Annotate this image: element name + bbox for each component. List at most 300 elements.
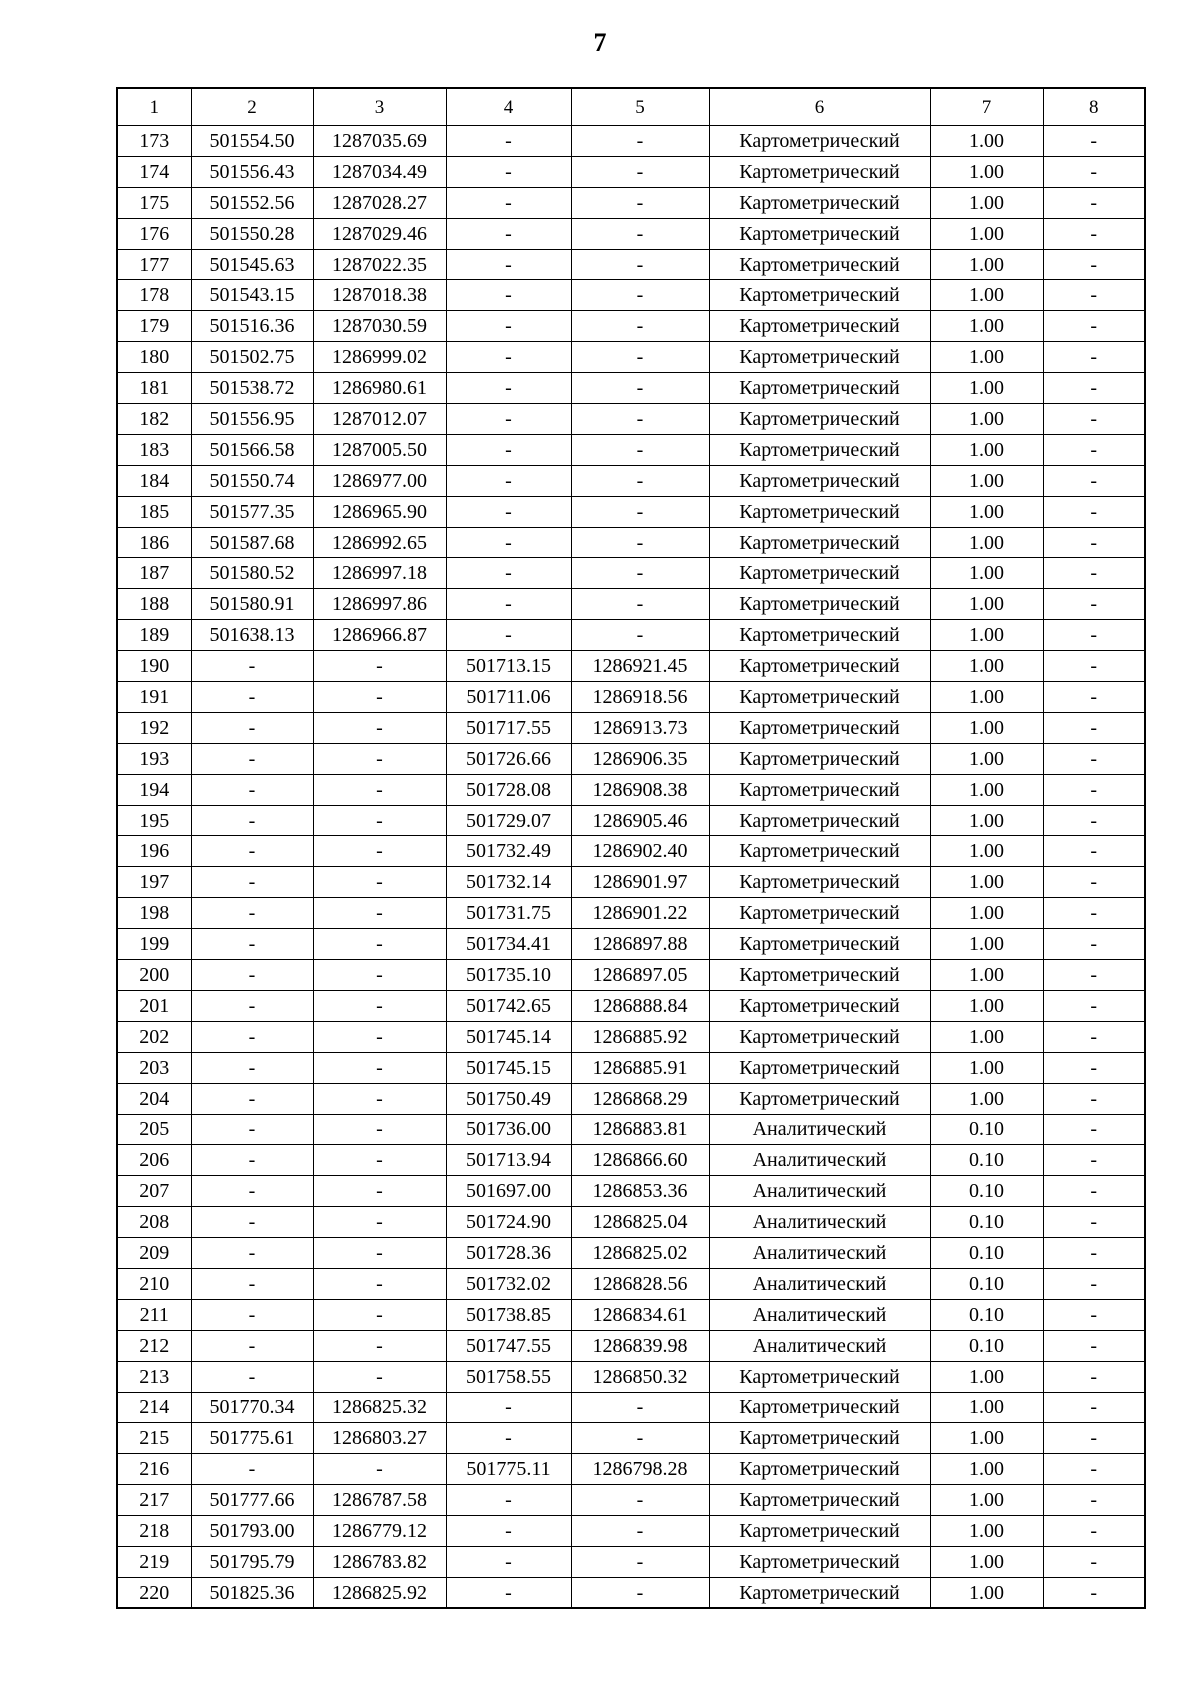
table-cell: 1.00 bbox=[930, 682, 1043, 713]
table-cell: 1286897.88 bbox=[571, 929, 709, 960]
table-cell: 210 bbox=[117, 1268, 191, 1299]
table-cell: - bbox=[1043, 496, 1145, 527]
table-row bbox=[117, 558, 1145, 589]
table-cell: - bbox=[1043, 867, 1145, 898]
table-cell: 1.00 bbox=[930, 990, 1043, 1021]
table-row bbox=[117, 682, 1145, 713]
table-cell: 501777.66 bbox=[191, 1485, 313, 1516]
table-cell: 1286921.45 bbox=[571, 651, 709, 682]
table-cell: - bbox=[191, 929, 313, 960]
table-cell: 1286825.92 bbox=[313, 1577, 446, 1608]
table-cell: 198 bbox=[117, 898, 191, 929]
table-cell: - bbox=[313, 1176, 446, 1207]
table-cell: - bbox=[571, 527, 709, 558]
table-cell: 1287028.27 bbox=[313, 187, 446, 218]
table-cell: 200 bbox=[117, 960, 191, 991]
table-cell: 501732.02 bbox=[446, 1268, 571, 1299]
table-cell: 173 bbox=[117, 126, 191, 157]
table-cell: - bbox=[1043, 373, 1145, 404]
table-cell: 1286901.97 bbox=[571, 867, 709, 898]
table-cell: 501738.85 bbox=[446, 1299, 571, 1330]
table-cell: - bbox=[191, 1361, 313, 1392]
table-cell: 177 bbox=[117, 249, 191, 280]
table-row bbox=[117, 620, 1145, 651]
table-row bbox=[117, 126, 1145, 157]
table-cell: Картометрический bbox=[709, 465, 930, 496]
table-cell: Картометрический bbox=[709, 496, 930, 527]
table-cell: - bbox=[313, 1454, 446, 1485]
table-cell: 1286908.38 bbox=[571, 774, 709, 805]
table-cell: Картометрический bbox=[709, 743, 930, 774]
table-cell: 501711.06 bbox=[446, 682, 571, 713]
table-row bbox=[117, 651, 1145, 682]
table-cell: - bbox=[1043, 1268, 1145, 1299]
table-cell: - bbox=[191, 1145, 313, 1176]
table-cell: - bbox=[571, 465, 709, 496]
table-cell: - bbox=[446, 496, 571, 527]
table-cell: - bbox=[1043, 1083, 1145, 1114]
table-cell: - bbox=[191, 990, 313, 1021]
table-cell: - bbox=[446, 218, 571, 249]
table-cell: 1.00 bbox=[930, 898, 1043, 929]
table-cell: Аналитический bbox=[709, 1114, 930, 1145]
table-cell: 1287030.59 bbox=[313, 311, 446, 342]
table-cell: 0.10 bbox=[930, 1330, 1043, 1361]
table-cell: - bbox=[191, 682, 313, 713]
table-cell: 184 bbox=[117, 465, 191, 496]
table-row bbox=[117, 867, 1145, 898]
table-cell: 191 bbox=[117, 682, 191, 713]
table-cell: 501580.52 bbox=[191, 558, 313, 589]
table-cell: Картометрический bbox=[709, 187, 930, 218]
table-cell: 0.10 bbox=[930, 1238, 1043, 1269]
table-cell: 1.00 bbox=[930, 929, 1043, 960]
table-cell: 501577.35 bbox=[191, 496, 313, 527]
table-row bbox=[117, 280, 1145, 311]
table-cell: - bbox=[313, 1145, 446, 1176]
table-cell: Аналитический bbox=[709, 1268, 930, 1299]
table-cell: 501580.91 bbox=[191, 589, 313, 620]
table-cell: 1.00 bbox=[930, 373, 1043, 404]
table-cell: 0.10 bbox=[930, 1176, 1043, 1207]
table-cell: - bbox=[571, 311, 709, 342]
table-cell: - bbox=[571, 126, 709, 157]
table-row bbox=[117, 1516, 1145, 1547]
table-cell: - bbox=[191, 1083, 313, 1114]
table-cell: 183 bbox=[117, 434, 191, 465]
table-row bbox=[117, 342, 1145, 373]
column-header: 6 bbox=[709, 88, 930, 126]
table-cell: - bbox=[1043, 960, 1145, 991]
table-cell: 501745.14 bbox=[446, 1021, 571, 1052]
table-cell: 1286885.92 bbox=[571, 1021, 709, 1052]
table-cell: - bbox=[446, 311, 571, 342]
table-cell: - bbox=[571, 1423, 709, 1454]
table-row bbox=[117, 1454, 1145, 1485]
table-cell: 501502.75 bbox=[191, 342, 313, 373]
table-cell: - bbox=[313, 682, 446, 713]
table-cell: - bbox=[446, 187, 571, 218]
table-cell: 1287012.07 bbox=[313, 404, 446, 435]
table-cell: 1287035.69 bbox=[313, 126, 446, 157]
table-cell: - bbox=[191, 960, 313, 991]
table-cell: - bbox=[571, 1577, 709, 1608]
table-row bbox=[117, 774, 1145, 805]
table-cell: - bbox=[191, 1021, 313, 1052]
table-cell: 201 bbox=[117, 990, 191, 1021]
table-cell: Картометрический bbox=[709, 651, 930, 682]
column-header: 2 bbox=[191, 88, 313, 126]
table-cell: - bbox=[1043, 1485, 1145, 1516]
table-cell: - bbox=[446, 620, 571, 651]
table-cell: 501550.28 bbox=[191, 218, 313, 249]
table-cell: Аналитический bbox=[709, 1330, 930, 1361]
table-cell: 501550.74 bbox=[191, 465, 313, 496]
table-cell: - bbox=[313, 1083, 446, 1114]
table-row bbox=[117, 1083, 1145, 1114]
table-cell: 501735.10 bbox=[446, 960, 571, 991]
table-cell: 1.00 bbox=[930, 1361, 1043, 1392]
table-cell: - bbox=[1043, 280, 1145, 311]
table-cell: 501697.00 bbox=[446, 1176, 571, 1207]
table-cell: 1286853.36 bbox=[571, 1176, 709, 1207]
table-cell: 501713.15 bbox=[446, 651, 571, 682]
table-cell: - bbox=[1043, 404, 1145, 435]
table-cell: Картометрический bbox=[709, 990, 930, 1021]
table-cell: 1.00 bbox=[930, 743, 1043, 774]
table-cell: - bbox=[313, 1052, 446, 1083]
table-cell: 501545.63 bbox=[191, 249, 313, 280]
table-cell: 205 bbox=[117, 1114, 191, 1145]
table-cell: 501758.55 bbox=[446, 1361, 571, 1392]
table-cell: - bbox=[571, 1546, 709, 1577]
table-cell: Картометрический bbox=[709, 682, 930, 713]
column-header: 7 bbox=[930, 88, 1043, 126]
table-cell: - bbox=[571, 156, 709, 187]
table-cell: - bbox=[1043, 249, 1145, 280]
table-cell: 1.00 bbox=[930, 249, 1043, 280]
table-cell: 174 bbox=[117, 156, 191, 187]
table-row bbox=[117, 1052, 1145, 1083]
table-cell: 1286913.73 bbox=[571, 712, 709, 743]
table-row bbox=[117, 1114, 1145, 1145]
table-cell: 1.00 bbox=[930, 465, 1043, 496]
table-cell: - bbox=[191, 1238, 313, 1269]
table-cell: - bbox=[191, 1299, 313, 1330]
table-cell: Аналитический bbox=[709, 1238, 930, 1269]
table-cell: - bbox=[191, 1176, 313, 1207]
table-cell: Картометрический bbox=[709, 558, 930, 589]
table-cell: - bbox=[446, 527, 571, 558]
table-cell: 0.10 bbox=[930, 1299, 1043, 1330]
table-cell: 219 bbox=[117, 1546, 191, 1577]
table-cell: Картометрический bbox=[709, 373, 930, 404]
table-cell: - bbox=[1043, 620, 1145, 651]
table-cell: Картометрический bbox=[709, 1485, 930, 1516]
table-cell: 209 bbox=[117, 1238, 191, 1269]
table-cell: 180 bbox=[117, 342, 191, 373]
table-cell: - bbox=[446, 1485, 571, 1516]
table-cell: - bbox=[313, 1021, 446, 1052]
table-cell: - bbox=[1043, 156, 1145, 187]
table-cell: 213 bbox=[117, 1361, 191, 1392]
table-cell: Картометрический bbox=[709, 1516, 930, 1547]
table-cell: - bbox=[313, 651, 446, 682]
table-row bbox=[117, 1238, 1145, 1269]
table-cell: 1286883.81 bbox=[571, 1114, 709, 1145]
table-cell: Картометрический bbox=[709, 712, 930, 743]
table-row bbox=[117, 1268, 1145, 1299]
table-cell: Картометрический bbox=[709, 126, 930, 157]
table-cell: 1286783.82 bbox=[313, 1546, 446, 1577]
table-cell: 194 bbox=[117, 774, 191, 805]
table-cell: Аналитический bbox=[709, 1299, 930, 1330]
coordinates-table bbox=[116, 87, 1146, 1609]
table-cell: Картометрический bbox=[709, 960, 930, 991]
table-cell: 204 bbox=[117, 1083, 191, 1114]
table-cell: 1286905.46 bbox=[571, 805, 709, 836]
table-cell: 1.00 bbox=[930, 1516, 1043, 1547]
table-row bbox=[117, 156, 1145, 187]
table-row bbox=[117, 1021, 1145, 1052]
table-cell: 188 bbox=[117, 589, 191, 620]
table-cell: 1287018.38 bbox=[313, 280, 446, 311]
table-cell: - bbox=[191, 1268, 313, 1299]
table-cell: 181 bbox=[117, 373, 191, 404]
table-row bbox=[117, 1176, 1145, 1207]
table-cell: - bbox=[571, 373, 709, 404]
table-cell: 501775.11 bbox=[446, 1454, 571, 1485]
table-cell: 1286825.04 bbox=[571, 1207, 709, 1238]
table-cell: - bbox=[1043, 1516, 1145, 1547]
table-cell: 187 bbox=[117, 558, 191, 589]
table-row bbox=[117, 1330, 1145, 1361]
table-cell: 501566.58 bbox=[191, 434, 313, 465]
table-cell: 190 bbox=[117, 651, 191, 682]
table-cell: - bbox=[313, 1330, 446, 1361]
table-cell: 176 bbox=[117, 218, 191, 249]
table-cell: - bbox=[571, 496, 709, 527]
table-cell: - bbox=[1043, 774, 1145, 805]
table-row bbox=[117, 898, 1145, 929]
table-cell: - bbox=[571, 1516, 709, 1547]
table-cell: Картометрический bbox=[709, 589, 930, 620]
table-cell: - bbox=[446, 1516, 571, 1547]
table-cell: 501742.65 bbox=[446, 990, 571, 1021]
table-cell: 189 bbox=[117, 620, 191, 651]
table-cell: - bbox=[1043, 1114, 1145, 1145]
table-cell: 179 bbox=[117, 311, 191, 342]
table-cell: - bbox=[1043, 1577, 1145, 1608]
table-cell: - bbox=[1043, 1299, 1145, 1330]
table-cell: Картометрический bbox=[709, 1052, 930, 1083]
table-cell: 192 bbox=[117, 712, 191, 743]
table-cell: - bbox=[1043, 1454, 1145, 1485]
table-cell: 1286839.98 bbox=[571, 1330, 709, 1361]
table-cell: 1.00 bbox=[930, 867, 1043, 898]
table-cell: Картометрический bbox=[709, 434, 930, 465]
table-cell: - bbox=[1043, 465, 1145, 496]
table-cell: Картометрический bbox=[709, 311, 930, 342]
table-cell: - bbox=[1043, 126, 1145, 157]
table-cell: Картометрический bbox=[709, 527, 930, 558]
table-cell: - bbox=[1043, 558, 1145, 589]
table-row bbox=[117, 1485, 1145, 1516]
table-cell: 1.00 bbox=[930, 836, 1043, 867]
table-cell: 0.10 bbox=[930, 1268, 1043, 1299]
table-cell: Картометрический bbox=[709, 1361, 930, 1392]
table-cell: 1286828.56 bbox=[571, 1268, 709, 1299]
table-cell: 1.00 bbox=[930, 1423, 1043, 1454]
table-cell: 1286997.86 bbox=[313, 589, 446, 620]
table-cell: - bbox=[313, 929, 446, 960]
table-cell: 215 bbox=[117, 1423, 191, 1454]
table-cell: - bbox=[313, 743, 446, 774]
table-cell: 212 bbox=[117, 1330, 191, 1361]
table-cell: 1.00 bbox=[930, 434, 1043, 465]
table-cell: 1.00 bbox=[930, 651, 1043, 682]
table-cell: 1.00 bbox=[930, 712, 1043, 743]
table-cell: Картометрический bbox=[709, 249, 930, 280]
table-cell: - bbox=[571, 1392, 709, 1423]
table-cell: Картометрический bbox=[709, 1021, 930, 1052]
table-row bbox=[117, 1577, 1145, 1608]
table-cell: 1.00 bbox=[930, 1546, 1043, 1577]
table-cell: - bbox=[191, 1114, 313, 1145]
table-cell: 501717.55 bbox=[446, 712, 571, 743]
table-cell: - bbox=[191, 1454, 313, 1485]
table-cell: - bbox=[313, 898, 446, 929]
table-cell: 178 bbox=[117, 280, 191, 311]
table-cell: 199 bbox=[117, 929, 191, 960]
table-cell: 207 bbox=[117, 1176, 191, 1207]
table-cell: Аналитический bbox=[709, 1176, 930, 1207]
table-cell: 1286901.22 bbox=[571, 898, 709, 929]
table-cell: - bbox=[313, 712, 446, 743]
table-cell: 1286997.18 bbox=[313, 558, 446, 589]
table-cell: - bbox=[313, 1268, 446, 1299]
table-cell: 1.00 bbox=[930, 156, 1043, 187]
page-number: 7 bbox=[593, 28, 607, 57]
table-cell: 203 bbox=[117, 1052, 191, 1083]
table-cell: 1.00 bbox=[930, 280, 1043, 311]
table-cell: - bbox=[446, 589, 571, 620]
column-header: 4 bbox=[446, 88, 571, 126]
table-cell: 1.00 bbox=[930, 589, 1043, 620]
table-cell: - bbox=[446, 373, 571, 404]
table-cell: 501795.79 bbox=[191, 1546, 313, 1577]
table-cell: - bbox=[571, 218, 709, 249]
table-cell: 501556.43 bbox=[191, 156, 313, 187]
table-cell: - bbox=[1043, 187, 1145, 218]
table-cell: 1286803.27 bbox=[313, 1423, 446, 1454]
table-cell: - bbox=[1043, 434, 1145, 465]
table-row bbox=[117, 1546, 1145, 1577]
table-cell: - bbox=[191, 1207, 313, 1238]
table-cell: 1286798.28 bbox=[571, 1454, 709, 1485]
table-cell: 1.00 bbox=[930, 342, 1043, 373]
table-cell: 501747.55 bbox=[446, 1330, 571, 1361]
table-cell: 501732.14 bbox=[446, 867, 571, 898]
table-cell: 1.00 bbox=[930, 218, 1043, 249]
table-cell: 1286906.35 bbox=[571, 743, 709, 774]
table-cell: 501825.36 bbox=[191, 1577, 313, 1608]
table-cell: - bbox=[571, 558, 709, 589]
table-cell: Картометрический bbox=[709, 836, 930, 867]
table-cell: - bbox=[191, 651, 313, 682]
table-cell: 1286834.61 bbox=[571, 1299, 709, 1330]
table-cell: - bbox=[446, 1392, 571, 1423]
table-row bbox=[117, 1207, 1145, 1238]
table-cell: 1.00 bbox=[930, 187, 1043, 218]
table-cell: - bbox=[313, 836, 446, 867]
table-cell: 501734.41 bbox=[446, 929, 571, 960]
table-cell: 0.10 bbox=[930, 1114, 1043, 1145]
table-cell: - bbox=[1043, 990, 1145, 1021]
table-cell: 1.00 bbox=[930, 1052, 1043, 1083]
table-cell: 501728.36 bbox=[446, 1238, 571, 1269]
table-row bbox=[117, 218, 1145, 249]
table-cell: - bbox=[1043, 218, 1145, 249]
table-row bbox=[117, 929, 1145, 960]
table-cell: 206 bbox=[117, 1145, 191, 1176]
table-cell: 501554.50 bbox=[191, 126, 313, 157]
table-cell: Картометрический bbox=[709, 1454, 930, 1485]
table-cell: 197 bbox=[117, 867, 191, 898]
table-cell: 501552.56 bbox=[191, 187, 313, 218]
table-cell: 217 bbox=[117, 1485, 191, 1516]
table-cell: - bbox=[446, 404, 571, 435]
table-cell: 208 bbox=[117, 1207, 191, 1238]
table-cell: 1286850.32 bbox=[571, 1361, 709, 1392]
table-cell: - bbox=[191, 1052, 313, 1083]
table-row bbox=[117, 836, 1145, 867]
table-cell: 175 bbox=[117, 187, 191, 218]
table-row bbox=[117, 712, 1145, 743]
table-cell: 1.00 bbox=[930, 404, 1043, 435]
table-cell: 1.00 bbox=[930, 1485, 1043, 1516]
table-cell: - bbox=[446, 558, 571, 589]
table-cell: - bbox=[1043, 898, 1145, 929]
table-cell: - bbox=[571, 404, 709, 435]
table-cell: - bbox=[1043, 1145, 1145, 1176]
table-row bbox=[117, 187, 1145, 218]
table-row bbox=[117, 743, 1145, 774]
table-cell: 501731.75 bbox=[446, 898, 571, 929]
table-cell: - bbox=[446, 434, 571, 465]
table-row bbox=[117, 1299, 1145, 1330]
table-cell: - bbox=[313, 1361, 446, 1392]
table-cell: 1286825.32 bbox=[313, 1392, 446, 1423]
table-cell: - bbox=[1043, 589, 1145, 620]
column-header: 8 bbox=[1043, 88, 1145, 126]
column-header: 3 bbox=[313, 88, 446, 126]
table-cell: 501556.95 bbox=[191, 404, 313, 435]
table-cell: - bbox=[1043, 651, 1145, 682]
table-cell: 1.00 bbox=[930, 774, 1043, 805]
table-cell: - bbox=[1043, 836, 1145, 867]
table-cell: - bbox=[1043, 1238, 1145, 1269]
table-cell: 1.00 bbox=[930, 527, 1043, 558]
table-cell: 1286866.60 bbox=[571, 1145, 709, 1176]
table-cell: Картометрический bbox=[709, 280, 930, 311]
table-cell: - bbox=[446, 156, 571, 187]
table-cell: 1286992.65 bbox=[313, 527, 446, 558]
table-cell: - bbox=[571, 620, 709, 651]
table-cell: 1286965.90 bbox=[313, 496, 446, 527]
table-cell: Картометрический bbox=[709, 867, 930, 898]
table-cell: - bbox=[1043, 1423, 1145, 1454]
